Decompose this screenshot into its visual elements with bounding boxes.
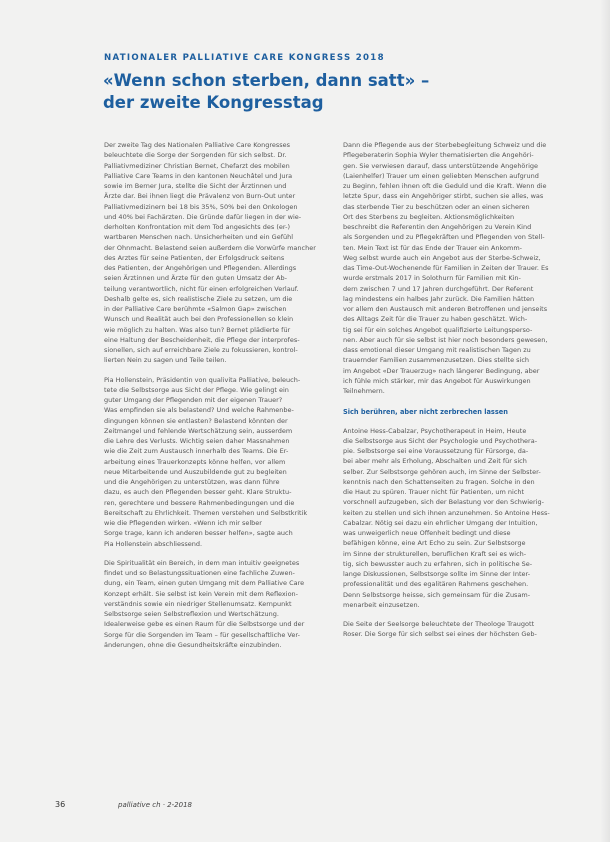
- text-line: guter Umgang der Pflegenden mit der eigenen Trauer?: [104, 396, 283, 404]
- text-line: professionalität und des egalitären Rahmens geschehen.: [343, 580, 529, 589]
- text-line: arbeitung eines Trauerkonzepts könne helfen, vor allem: [104, 457, 286, 466]
- headline-line-1: «Wenn schon sterben, dann satt» –: [103, 71, 430, 90]
- text-line: das sterbende Tier zu beschützen oder an einen sicheren: [343, 202, 530, 211]
- text-line: keiten zu stellen und sich ihnen anzunehmen. So Antoine Hess-: [343, 508, 550, 517]
- text-line: trauernder Familien zusammenzusetzen. Dies stellte sich: [343, 356, 530, 365]
- text-line: wie die Zeit zum Austausch innerhalb des Teams. Die Er-: [104, 447, 289, 456]
- text-line: dazu, es auch den Pflegenden besser geht. Klare Struktu-: [104, 488, 292, 497]
- text-line: nen. Aber auch für sie selbst ist hier noch besonders gewesen,: [343, 335, 548, 344]
- text-line: bei aber mehr als Erholung, Abschalten und Zeit für sich: [343, 457, 527, 466]
- text-line: Weg selbst wurde auch ein Angebot aus der Sterbe-Schweiz,: [343, 253, 541, 262]
- article-headline: [103, 70, 523, 114]
- text-line: Teilnehmern.: [343, 387, 385, 395]
- text-line: tete die Selbstsorge aus Sicht der Pflege. Wie gelingt ein: [104, 385, 289, 394]
- section-kicker: NATIONALER PALLIATIVE CARE KONGRESS 2018: [104, 53, 385, 63]
- text-line: Denn Selbstsorge heisse, sich gemeinsam für die Zusam-: [343, 590, 531, 599]
- text-line: ren, gerechtere und bessere Rahmenbedingungen und die: [104, 498, 295, 507]
- text-line: Die Seite der Seelsorge beleuchtete der Theologe Traugott: [343, 620, 535, 628]
- text-line: gen. Sie verwiesen darauf, dass unterstützende Angehörige: [343, 161, 539, 170]
- text-line: des Arztes für seine Patienten, der Erfolgsdruck seitens: [104, 253, 285, 262]
- text-line: lag mindestens ein halbes Jahr zurück. Die Familien hätten: [343, 294, 535, 303]
- text-line: wie die Pflegenden wirken. «Wenn ich mir selber: [104, 519, 262, 527]
- left-paragraph-1: [104, 140, 332, 366]
- text-line: im Angebot «Der Trauerzug» nach längerer Bedingung, aber: [343, 366, 540, 375]
- headline-line-2: der zweite Kongresstag: [103, 93, 324, 112]
- text-line: neue Mitarbeitende und Auszubildende gut zu begleiten: [104, 467, 287, 476]
- text-line: des Patienten, der Angehörigen und Pflegenden. Allerdings: [104, 264, 297, 272]
- right-text-column: [343, 140, 571, 649]
- text-line: zu Beginn, fehlen ihnen oft die Geduld und die Kraft. Wenn die: [343, 182, 547, 190]
- text-line: der Ohnmacht. Belastend seien außerdem die Vorwürfe mancher: [104, 243, 316, 252]
- text-line: derholten Konfrontation mit dem Tod angesichts des (er-): [104, 223, 290, 231]
- text-line: änderungen, ohne die Gesundheitskräfte einzubinden.: [104, 640, 282, 649]
- text-line: beschreibt die Referentin den Angehörigen zu Verein Kind: [343, 223, 532, 231]
- text-line: Die Spiritualität ein Bereich, in dem man intuitiv geeignetes: [104, 558, 300, 567]
- text-line: wurde erstmals 2017 in Solothurn für Familien mit Kin-: [343, 274, 521, 283]
- text-line: wartbaren Menschen nach. Unsicherheiten und ein Gefühl: [104, 233, 294, 242]
- right-paragraph-2: [343, 426, 571, 611]
- section-subheading: Sich berühren, aber nicht zerbrechen lassen: [343, 408, 508, 417]
- text-line: ten. Mein Text ist für das Ende der Trauer ein Ankomm-: [343, 243, 523, 252]
- text-line: Pia Hollenstein abschliessend.: [104, 539, 203, 548]
- text-line: Antoine Hess-Cabalzar, Psychotherapeut in Heim, Heute: [343, 426, 527, 435]
- text-line: findet und so Belastungssituationen eine fachliche Zuwen-: [104, 569, 295, 577]
- text-line: Selbstsorge seien Selbstreflexion und Wertschätzung.: [104, 610, 279, 618]
- text-line: befähigen könne, eine Art Echo zu sein. Zur Selbstsorge: [343, 539, 526, 548]
- text-line: verständnis sowie ein niedriger Stellenumsatz. Kernpunkt: [104, 599, 292, 608]
- text-line: Ärzte dar. Bei ihnen liegt die Prävalenz von Burn-Out unter: [104, 192, 296, 201]
- text-line: ich fühle mich stärker, mir das Angebot für Auswirkungen: [343, 376, 531, 385]
- text-line: pie. Selbstsorge sei eine Voraussetzung für Fürsorge, da-: [343, 447, 529, 455]
- text-line: menarbeit einzusetzen.: [343, 600, 420, 609]
- text-line: die Selbstsorge aus Sicht der Psychologie und Psychothera-: [343, 436, 538, 445]
- right-paragraph-3: [343, 619, 571, 640]
- text-line: eine Haltung der Bescheidenheit, die Pflege der interprofes-: [104, 335, 300, 344]
- text-line: vor allem den Austausch mit anderen Betroffenen und jenseits: [343, 305, 548, 313]
- left-paragraph-2: [104, 375, 332, 549]
- text-line: Deshalb gelte es, sich realistische Ziele zu setzen, um die: [104, 294, 293, 303]
- text-line: sionellen, sich auf erreichbare Ziele zu fokussieren, kontrol-: [104, 346, 298, 354]
- text-line: (Laienhelfer) Trauer um einen geliebten Menschen aufgrund: [343, 171, 539, 180]
- text-line: selber. Zur Selbstsorge gehören auch, im Sinne der Selbster-: [343, 467, 541, 476]
- text-line: seien Ärztinnen und Ärzte für den guten Umsatz der Ab-: [104, 274, 287, 283]
- text-line: Wunsch und Realität auch bei den Professionellen so klein: [104, 315, 294, 324]
- text-line: Pia Hollenstein, Präsidentin von qualivita Palliative, beleuch-: [104, 375, 301, 384]
- text-line: was unweigerlich neue Offenheit bedingt und diese: [343, 529, 511, 537]
- text-line: die Lehre des Verlusts. Wichtig seien daher Massnahmen: [104, 437, 290, 445]
- text-line: Zeitmangel und fehlende Wertschätzung sein, ausserdem: [104, 426, 293, 435]
- text-line: Idealerweise gebe es einen Raum für die Selbstsorge und der: [104, 620, 305, 629]
- text-line: in der Palliative Care berühmte «Salmon Gap» zwischen: [104, 305, 287, 313]
- text-line: dass emotional dieser Umgang mit realistischen Tagen zu: [343, 346, 531, 354]
- text-line: tig, sich bewusster auch zu erfahren, sich in politische Se-: [343, 559, 533, 568]
- text-line: Was empfinden sie als belastend? Und welche Rahmenbe-: [104, 406, 294, 415]
- page-number: 36: [55, 800, 66, 809]
- text-line: Der zweite Tag des Nationalen Palliative Care Kongresses: [104, 141, 291, 149]
- text-line: des Alltags Zeit für die Trauer zu haben geschätzt. Wich-: [343, 315, 528, 324]
- left-paragraph-3: [104, 558, 332, 650]
- text-line: im Sinne der strukturellen, beruflichen Kraft sei es wich-: [343, 549, 527, 558]
- text-line: Ort des Sterbens zu begleiten. Aktionsmöglichkeiten: [343, 212, 515, 221]
- text-line: dingungen können sie entlasten? Belastend könnten der: [104, 416, 288, 425]
- text-line: Pflegeberaterin Sophia Wyler thematisierten die Angehöri-: [343, 151, 534, 160]
- text-line: vorschnell aufzugeben, sich der Belastung vor den Schwierig-: [343, 498, 544, 507]
- text-line: und die Angehörigen zu unterstützen, was dann führe: [104, 478, 280, 486]
- text-line: das Time-Out-Wochenende für Familien in Zeiten der Trauer. Es: [343, 264, 549, 272]
- text-line: Cabalzar. Nötig sei dazu ein ehrlicher Umgang der Intuition,: [343, 518, 538, 527]
- text-line: Sorge für die Sorgenden im Team – für gesellschaftliche Ver-: [104, 630, 300, 639]
- text-line: und 40% bei Fachärzten. Die Gründe dafür liegen in der wie-: [104, 212, 302, 221]
- text-line: Roser. Die Sorge für sich selbst sei eines der höchsten Geb-: [343, 630, 537, 639]
- text-line: lange Diskussionen, Selbstsorge sollte im Sinne der Inter-: [343, 570, 531, 578]
- text-line: letzte Spur, dass ein Angehöriger stirbt, suchen sie alles, was: [343, 192, 544, 201]
- text-line: Bereitschaft zu Ehrlichkeit. Themen verstehen und Selbstkritik: [104, 508, 308, 517]
- publication-name: palliative ch · 2-2018: [118, 801, 192, 809]
- text-line: teilung verantwortlich, nicht für einen erfolgreichen Verlauf.: [104, 284, 299, 293]
- text-line: dung, ein Team, einen guten Umgang mit dem Palliative Care: [104, 579, 305, 588]
- text-line: Palliativmediziner Christian Bernet, Chefarzt des mobilen: [104, 161, 290, 170]
- left-text-column: [104, 140, 332, 659]
- text-line: dern zwischen 7 und 17 Jahren durchgeführt. Der Referent: [343, 284, 534, 293]
- text-line: Sorge trage, kann ich anderen besser helfen», sagte auch: [104, 529, 293, 538]
- right-paragraph-1: [343, 140, 571, 396]
- text-line: Dann die Pflegende aus der Sterbebegleitung Schweiz und die: [343, 141, 547, 149]
- text-line: Konzept erhält. Sie selbst ist kein Verein mit dem Reflexion-: [104, 589, 299, 598]
- text-line: wie möglich zu halten. Was also tun? Bernet plädierte für: [104, 325, 291, 334]
- text-line: Palliativmedizinern bei 18 bis 35%, 50% bei den Onkologen: [104, 202, 298, 211]
- page-footer: [0, 800, 610, 814]
- text-line: tig sei für ein solches Angebot qualifizierte Leitungsperso-: [343, 325, 533, 334]
- text-line: die Haut zu spüren. Trauer nicht für Patienten, um nicht: [343, 488, 525, 496]
- text-line: sowie im Berner Jura, stellte die Sicht der Ärztinnen und: [104, 182, 287, 190]
- scan-gutter-shadow: [600, 0, 610, 842]
- text-line: kenntnis nach den Schattenseiten zu fragen. Solche in den: [343, 477, 535, 486]
- text-line: beleuchtete die Sorge der Sorgenden für sich selbst. Dr.: [104, 151, 287, 160]
- text-line: Palliative Care Teams in den kantonen Neuchâtel und Jura: [104, 171, 293, 180]
- text-line: als Sorgenden und zu Pflegekräften und Pflegenden von Stell-: [343, 233, 545, 242]
- text-line: lierten Nein zu sagen und Teile teilen.: [104, 356, 227, 365]
